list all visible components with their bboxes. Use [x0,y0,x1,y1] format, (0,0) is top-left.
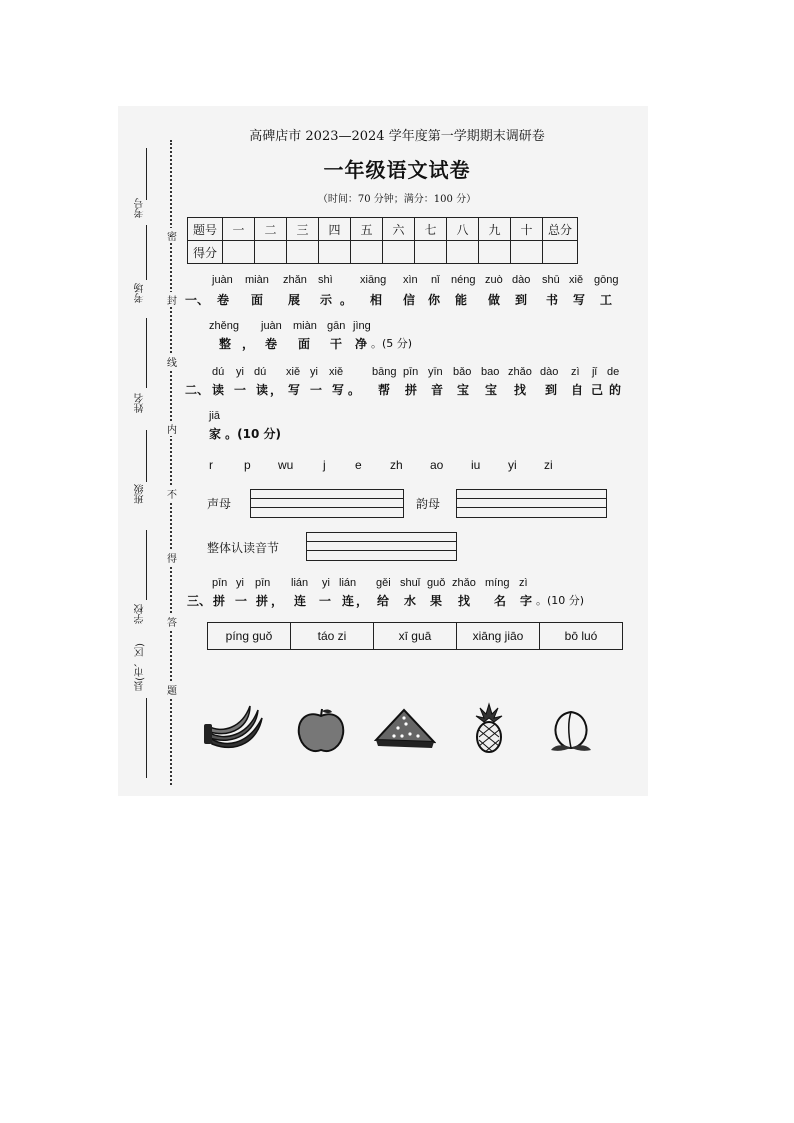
letter: e [355,458,362,472]
hanzi: 一 [310,383,323,397]
label-class: 班级 [135,484,146,504]
scanned-page [118,106,648,796]
seal-char: 内 [166,421,178,436]
fruit-name-boluo[interactable]: bō luó [564,629,598,643]
pinyin: yi [236,366,244,378]
hanzi: ， [270,383,283,397]
hanzi: 名 [494,594,507,608]
hanzi: 净 [355,337,368,351]
blank-school [146,530,147,600]
pinyin: zhǎo [508,366,532,378]
letter: zi [544,458,553,472]
hanzi: 水 [404,594,417,608]
score-cell: 二 [255,218,287,241]
blank-county [146,698,147,778]
pinyin: dào [540,366,559,378]
hanzi: 卷 [217,293,230,307]
pinyin: gān [327,320,346,332]
label-exam-room: 考场 [135,283,146,303]
hanzi: 面 [298,337,311,351]
pinyin: miàn [293,320,317,332]
seal-char: 封 [166,292,178,307]
hanzi: 宝 [457,383,470,397]
question-number: 一、 [185,293,210,307]
hanzi: 宝 [485,383,498,397]
seal-char: 题 [166,682,178,697]
hanzi: 读 [256,383,269,397]
pinyin: míng [485,577,510,589]
score-cell: 八 [447,218,479,241]
hanzi: 工 [600,293,613,307]
score-blank[interactable] [447,241,479,264]
pinyin: yīn [428,366,443,378]
pinyin: pīn [403,366,419,378]
letter: ao [430,458,444,472]
blank-exam-room [146,225,147,280]
pinyin: xiě [329,366,344,378]
hanzi: 面 [251,293,264,307]
hanzi: 整 [219,337,232,351]
seal-char: 线 [166,354,178,369]
hanzi: 果 [430,594,443,608]
pinyin: dú [212,366,225,378]
pinyin: yi [236,577,244,589]
score-cell: 五 [351,218,383,241]
hanzi: 的 [609,383,622,397]
pinyin: zhěng [209,320,239,332]
pinyin: pīn [255,577,271,589]
score-blank[interactable] [415,241,447,264]
pinyin: de [607,366,620,378]
score-row [188,241,578,264]
pinyin: lián [291,577,309,589]
fruit-name-table [207,622,623,650]
hanzi: 展 [288,293,301,307]
score-cell: 总分 [543,218,578,241]
score-cell: 一 [223,218,255,241]
pinyin: jiā [209,410,221,422]
hanzi: 音 [431,383,444,397]
writing-line [457,498,606,499]
pinyin: gōng [594,274,619,286]
score-blank[interactable] [543,241,578,264]
label-county: 县(市、区) [135,643,146,691]
blank-name [146,318,147,388]
hanzi: 给 [377,594,390,608]
zhengti-label: 整体认读音节 [207,541,280,555]
banana-icon[interactable] [204,704,268,756]
score-blank[interactable] [351,241,383,264]
hanzi: 。 [348,383,361,397]
pinyin: zhǎn [283,274,307,286]
pinyin: juàn [212,274,233,286]
hanzi: ， [242,337,255,351]
hanzi: 家 。(10 分) [209,427,282,441]
hanzi: 一 [235,594,248,608]
score-cell: 六 [383,218,415,241]
score-row-label: 得分 [188,241,223,264]
hanzi: 。 [340,293,353,307]
zhengti-writing-lines[interactable] [306,532,457,561]
writing-line [251,498,403,499]
pinyin: dào [512,274,531,286]
hanzi: 拼 [405,383,418,397]
exam-meta: （时间：70 分钟；满分：100 分） [317,194,477,205]
pinyin: jǐ [592,366,597,378]
hanzi: 拼 [213,594,226,608]
score-blank[interactable] [511,241,543,264]
pinyin: guǒ [427,577,446,589]
blank-class [146,430,147,482]
question-number: 二、 [185,383,210,397]
letter: j [323,458,326,472]
page-title: 一年级语文试卷 [323,158,471,182]
hanzi: ， [356,594,369,608]
pinyin: xiě [569,274,584,286]
pinyin: jìng [353,320,371,332]
hanzi: 自 [571,383,584,397]
fruit-name-xigua[interactable]: xī guā [374,623,457,649]
hanzi: 到 [545,383,558,397]
pinyin: shuǐ [400,577,421,589]
pinyin: shì [318,274,333,286]
pinyin: miàn [245,274,269,286]
hanzi: 示 [320,293,333,307]
score-cell: 三 [287,218,319,241]
hanzi: 写 [288,383,301,397]
yunmu-label: 韵母 [416,497,441,511]
hanzi: 到 [515,293,528,307]
pinyin: yi [322,577,330,589]
score-blank[interactable] [383,241,415,264]
exam-header: 高碑店市 2023—2024 学年度第一学期期末调研卷 [249,129,545,144]
hanzi: 做 [488,293,501,307]
pinyin: gěi [376,577,391,589]
hanzi: 相 [370,293,383,307]
hanzi: 连 [342,594,355,608]
score-blank[interactable] [287,241,319,264]
pinyin: shū [542,274,560,286]
writing-line [307,541,456,542]
pinyin: zhǎo [452,577,476,589]
writing-line [251,507,403,508]
fruit-name-pingguo[interactable]: píng guǒ [208,623,291,649]
score-blank[interactable] [223,241,255,264]
hanzi: 写 [332,383,345,397]
hanzi: ， [271,594,284,608]
score-blank[interactable] [255,241,287,264]
hanzi: 能 [455,293,468,307]
seal-char: 得 [166,550,178,565]
pinyin: yi [310,366,318,378]
pinyin: pīn [212,577,228,589]
pinyin: bǎo [453,366,472,378]
letter: wu [278,458,294,472]
pinyin: juàn [261,320,282,332]
hanzi: 写 [573,293,586,307]
writing-line [457,507,606,508]
hanzi: 一 [319,594,332,608]
pinyin: dú [254,366,267,378]
hanzi: 书 [546,293,559,307]
hanzi: 一 [234,383,247,397]
pinyin: nǐ [431,274,440,286]
letter: yi [508,458,517,472]
pinyin: zuò [485,274,503,286]
pinyin: xiāng [360,274,387,286]
score-cell: 四 [319,218,351,241]
pinyin: néng [451,274,476,286]
hanzi: 干 [330,337,343,351]
score-cell: 题号 [188,218,223,241]
pinyin: lián [339,577,357,589]
letter: zh [390,458,403,472]
hanzi: 你 [428,293,441,307]
score-table [187,217,578,264]
apple-icon[interactable] [295,708,347,754]
hanzi: 拼 [256,594,269,608]
score-cell: 十 [511,218,543,241]
hanzi: 帮 [378,383,391,397]
fruit-name-taozi[interactable]: táo zi [291,623,374,649]
hanzi: 己 [591,383,604,397]
label-school: 学校 [135,604,146,624]
pinyin: zì [519,577,528,589]
question-points: 。(5 分) [371,337,413,350]
pinyin: bao [481,366,500,378]
question-points: 。(10 分) [536,594,585,607]
score-cell: 七 [415,218,447,241]
shengmu-writing-lines[interactable] [250,489,404,518]
score-header-row [188,218,578,241]
letter: iu [471,458,481,472]
label-exam-number: 考号 [135,198,146,218]
shengmu-label: 声母 [207,497,232,511]
pinyin: xiě [286,366,301,378]
pinyin: bāng [372,366,397,378]
seal-char: 答 [166,614,178,629]
peach-icon[interactable] [549,708,593,754]
hanzi: 信 [403,293,416,307]
pinyin: zì [571,366,580,378]
fruit-name-xiangjiao[interactable]: xiāng jiāo [457,623,540,649]
hanzi: 卷 [265,337,278,351]
hanzi: 读 [212,383,225,397]
score-cell: 九 [479,218,511,241]
letter: p [244,458,251,472]
writing-line [307,550,456,551]
score-blank[interactable] [319,241,351,264]
pinyin: xìn [403,274,418,286]
seal-char: 密 [166,228,178,243]
hanzi: 连 [294,594,307,608]
yunmu-writing-lines[interactable] [456,489,607,518]
pineapple-icon[interactable] [472,702,506,754]
letter: r [209,458,213,472]
hanzi: 找 [514,383,527,397]
watermelon-icon[interactable] [374,706,436,754]
question-number: 三、 [187,594,212,608]
seal-char: 不 [166,486,178,501]
label-name: 姓名 [135,393,146,413]
hanzi: 字 [520,594,533,608]
score-blank[interactable] [479,241,511,264]
hanzi: 找 [458,594,471,608]
